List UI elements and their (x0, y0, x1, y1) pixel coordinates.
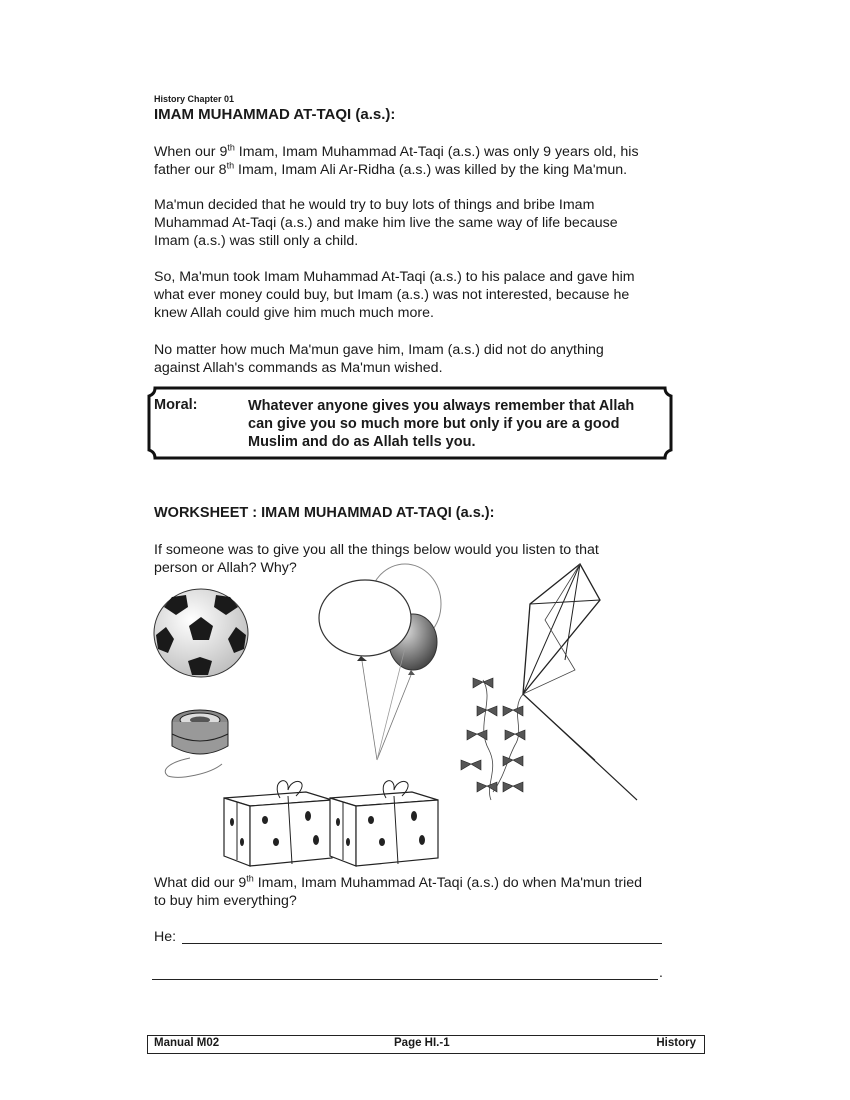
text-line: Imam (a.s.) was still only a child. (154, 233, 359, 249)
moral-text (248, 397, 678, 451)
answer-prefix: He: (154, 929, 177, 945)
page-footer (147, 1035, 705, 1054)
answer-line-1[interactable] (182, 943, 662, 944)
worksheet-question-2 (154, 874, 714, 910)
text-line: Whatever anyone gives you always remember that Allah (248, 398, 635, 414)
chapter-label: History Chapter 01 (154, 94, 235, 104)
text-line: No matter how much Ma'mun gave him, Imam (a.s.) did not do anything (154, 342, 604, 358)
moral-label: Moral: (154, 397, 198, 413)
superscript: th (226, 160, 235, 171)
text-line: knew Allah could give him much much more. (154, 305, 434, 321)
footer-subject: History (656, 1037, 696, 1049)
footer-page-number: Page HI.-1 (394, 1037, 450, 1049)
text-line: So, Ma'mun took Imam Muhammad At-Taqi (a.s.) to his palace and gave him (154, 269, 635, 285)
text-run: When our 9 (154, 144, 228, 160)
text-run: Imam, Imam Muhammad At-Taqi (a.s.) do when Ma'mun tried (253, 875, 643, 891)
text-line: person or Allah? Why? (154, 560, 297, 576)
balloons-icon (315, 562, 443, 764)
text-run: Imam, Imam Muhammad At-Taqi (a.s.) was only 9 years old, his (234, 144, 639, 160)
text-run: What did our 9 (154, 875, 247, 891)
worksheet-title: WORKSHEET : IMAM MUHAMMAD AT-TAQI (a.s.): (154, 505, 495, 521)
text-line: against Allah's commands as Ma'mun wished. (154, 360, 443, 376)
text-line: what ever money could buy, but Imam (a.s.) was not interested, because he (154, 287, 630, 303)
superscript: th (246, 873, 254, 884)
story-paragraph-4 (154, 341, 714, 377)
text-line: Muhammad At-Taqi (a.s.) and make him live the same way of life because (154, 215, 618, 231)
gift-boxes-icon (220, 770, 450, 870)
text-line: to buy him everything? (154, 893, 297, 909)
story-paragraph-2 (154, 196, 714, 250)
text-line: Ma'mun decided that he would try to buy lots of things and bribe Imam (154, 197, 595, 213)
page-title: IMAM MUHAMMAD AT-TAQI (a.s.): (154, 106, 396, 123)
kite-icon (455, 560, 645, 805)
text-run: Imam, Imam Ali Ar-Ridha (a.s.) was killed by the king Ma'mun. (234, 162, 628, 178)
text-line: Muslim and do as Allah tells you. (248, 434, 476, 450)
story-paragraph-3 (154, 268, 714, 322)
soccer-ball-icon (152, 587, 250, 679)
answer-line-2[interactable] (152, 979, 658, 980)
text-line: If someone was to give you all the things below would you listen to that (154, 542, 599, 558)
footer-manual: Manual M02 (154, 1037, 220, 1049)
story-paragraph-1 (154, 143, 714, 179)
text-run: father our 8 (154, 162, 227, 178)
text-line: can give you so much more but only if you are a good (248, 416, 620, 432)
answer-end-dot: . (659, 964, 663, 980)
superscript: th (227, 142, 235, 153)
